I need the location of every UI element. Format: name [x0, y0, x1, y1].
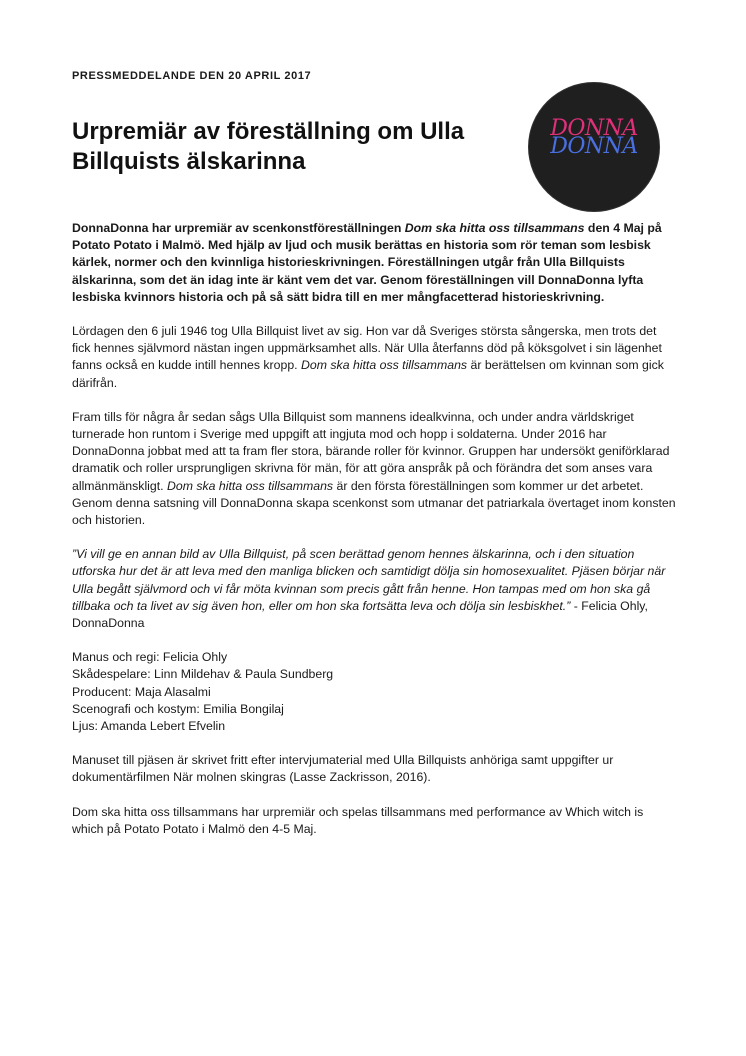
body-paragraph-2 [72, 409, 676, 529]
credit-line: Ljus: Amanda Lebert Efvelin [72, 719, 226, 734]
quote-attribution: - Felicia Ohly, DonnaDonna [72, 598, 648, 631]
credits-list [72, 649, 676, 735]
body-paragraph-1 [72, 323, 676, 392]
lead-text-2: den 4 Maj på Potato Potato i Malmö. Med hjälp av ljud och musik berättas en historia som rör teman som lesbisk kärlek, normer och den kvinnliga historieskrivningen. Föreställningen utgår från Ulla Billquists älskarinna, som det än idag inte är känt vem det var. Genom föreställningen vill DonnaDonna lyfta lesbiska kvinnors historia och på så sätt bidra till en mer mångfacetterad historieskrivning. [72, 221, 662, 304]
logo-word-top: DONNA [550, 116, 638, 141]
donnadonna-logo [528, 82, 660, 212]
logo-word-bottom: DONNA [550, 134, 638, 159]
p1-show-title: Dom ska hitta oss tillsammans [301, 358, 468, 373]
credit-line: Skådespelare: Linn Mildehav & Paula Sundberg [72, 667, 334, 682]
body-paragraph-3: Manuset till pjäsen är skrivet fritt efter intervjumaterial med Ulla Billquists anhöriga samt uppgifter ur dokumentärfilmen När molnen skingras (Lasse Zackrisson, 2016). [72, 753, 614, 785]
quote-text: ”Vi vill ge en annan bild av Ulla Billquist, på scen berättad genom hennes älskarinna, och i den situation utforska hur det är att leva med den manliga blicken och samtidigt dölja sin homosexualitet. Pjäsen börjar när Ulla begått självmord och vi får möta kvinnan som precis gått från henne. Hon tampas med om hon ska gå tillbaka och ta livet av sig även hon, eller om hon ska fortsätta leva och dölja sin lesbiskhet.” [72, 547, 666, 613]
p1-text-1: Lördagen den 6 juli 1946 tog Ulla Billquist livet av sig. Hon var då Sveriges största sångerska, men trots det fick hennes självmord nästan ingen uppmärksamhet alls. När Ulla återfanns död på köksgolvet i sin lägenhet fanns också en kudde intill hennes kropp. [72, 324, 662, 373]
press-release-date: PRESSMEDDELANDE DEN 20 APRIL 2017 [72, 70, 312, 82]
lead-show-title: Dom ska hitta oss tillsammans [404, 221, 585, 235]
article-body [72, 220, 676, 855]
p1-text-2: är berättelsen om kvinnan som gick därifrån. [72, 358, 664, 390]
credit-line: Scenografi och kostym: Emilia Bongilaj [72, 701, 284, 716]
credit-line: Producent: Maja Alasalmi [72, 684, 211, 699]
lead-text-1: DonnaDonna har urpremiär av scenkonstföreställningen [72, 221, 405, 235]
credit-line: Manus och regi: Felicia Ohly [72, 650, 228, 665]
p2-text-2: är den första föreställningen som kommer ur det arbetet. Genom denna satsning vill DonnaDonna skapa scenkonst som utmanar det patriarkala övertaget inom konsten och historien. [72, 478, 676, 528]
lead-paragraph [72, 220, 676, 306]
p2-show-title: Dom ska hitta oss tillsammans [167, 478, 334, 493]
quote-paragraph [72, 546, 676, 632]
body-paragraph-4: Dom ska hitta oss tillsammans har urpremiär och spelas tillsammans med performance av Which witch is which på Potato Potato i Malmö den 4-5 Maj. [72, 804, 644, 836]
page-title: Urpremiär av föreställning om Ulla Billquists älskarinna [72, 118, 465, 175]
p2-text-1: Fram tills för några år sedan sågs Ulla Billquist som mannens idealkvinna, och under andra världskriget turnerade hon runtom i Sverige med uppgift att ingjuta mod och hopp i soldaterna. Under 2016 har DonnaDonna jobbat med att ta fram fler stora, bärande roller för kvinnor. Gruppen har undersökt geniförklarad dramatik och roller ursprungligen skrivna för män, för att göra anspråk på och förändra det som anses vara allmänmänskligt. [72, 409, 670, 493]
